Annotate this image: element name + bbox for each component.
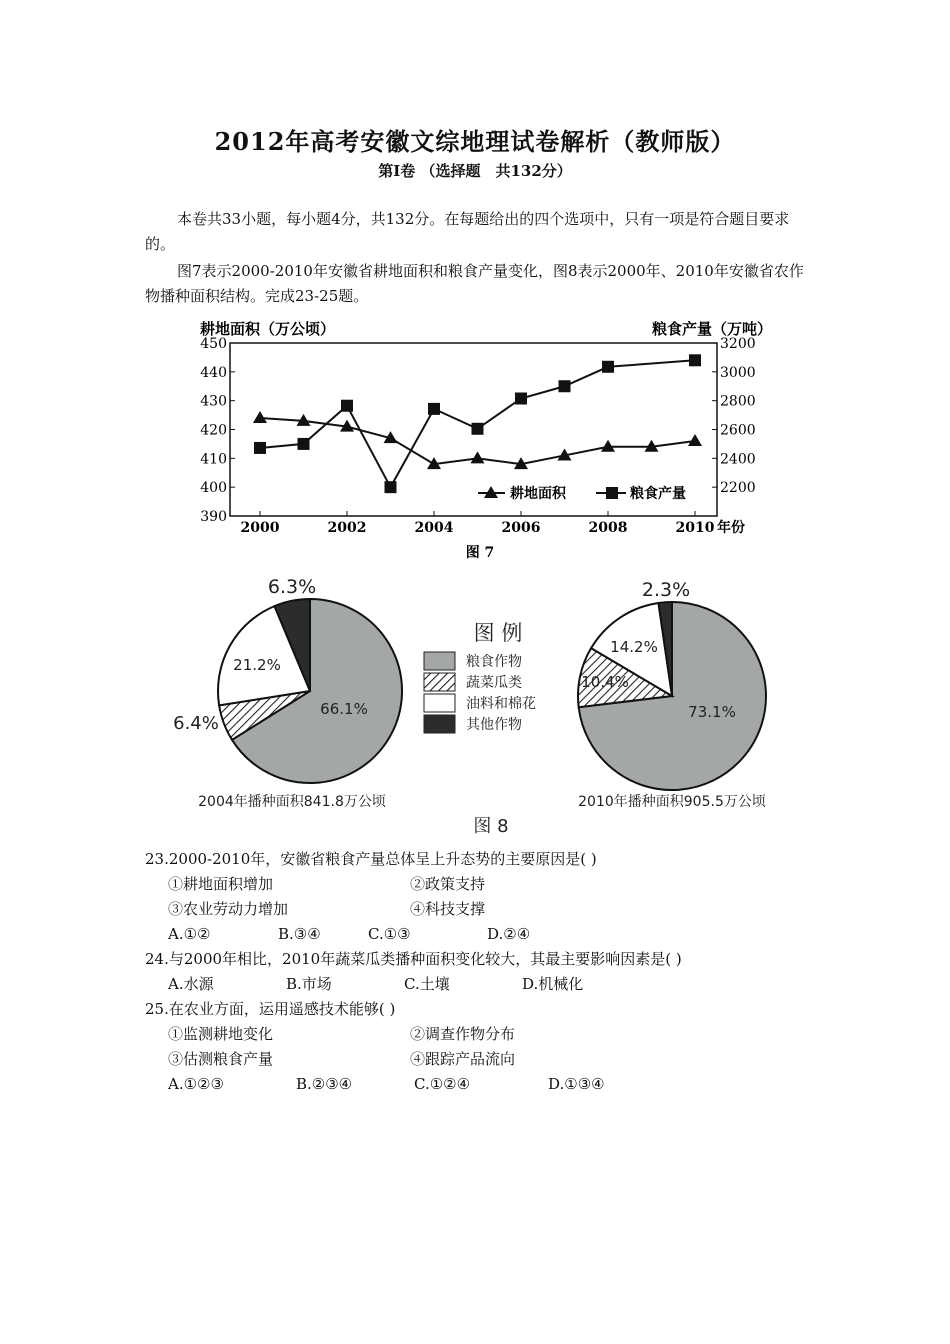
left-tick-label: 450 (200, 336, 227, 352)
q25-item-2: ②调查作物分布 (410, 1025, 516, 1043)
grain-point (341, 400, 353, 412)
q25-item-3: ③估测粮食产量 (168, 1050, 274, 1068)
grain-point (385, 481, 397, 493)
pie-2004-label-grain: 66.1% (320, 700, 368, 718)
left-tick-label: 430 (200, 393, 227, 410)
pie-2010-label-grain: 73.1% (688, 703, 736, 721)
q25-option-b: B.②③④ (296, 1075, 353, 1093)
x-tick-label: 2004 (414, 520, 454, 536)
grain-point (689, 354, 701, 366)
pie-2004-label-veg: 6.4% (173, 713, 219, 734)
figure-7-caption: 图 7 (465, 545, 495, 561)
pie-2010-label-other: 2.3% (641, 579, 691, 601)
left-tick-label: 420 (200, 422, 227, 439)
pie-2010-label-oil: 14.2% (610, 638, 658, 656)
x-tick-label: 2000 (240, 520, 280, 536)
intro-paragraph-1: 本卷共33小题，每小题4分，共132分。在每题给出的四个选项中，只有一项是符合题目要求的。 (145, 210, 790, 253)
grain-point (602, 361, 614, 373)
pie-2004-caption: 2004年播种面积841.8万公顷 (198, 794, 386, 810)
grain-point (515, 393, 527, 405)
right-axis-title: 粮食产量（万吨） (651, 320, 772, 338)
pie-2004-label-other: 6.3% (267, 576, 317, 598)
right-tick-label: 2600 (720, 422, 756, 439)
right-tick-label: 2800 (720, 393, 756, 410)
figure-8-caption: 图 8 (473, 816, 509, 837)
q23-option-a: A.①② (168, 925, 211, 943)
x-tick-label: 2006 (501, 520, 541, 536)
grain-point (298, 438, 310, 450)
x-axis-suffix: 年份 (717, 520, 745, 536)
q23-option-d: D.②④ (487, 925, 531, 943)
q23-item-1: ①耕地面积增加 (168, 875, 274, 893)
q25-item-1: ①监测耕地变化 (168, 1025, 274, 1043)
q23-item-4: ④科技支撑 (410, 900, 486, 918)
q23-item-2: ②政策支持 (410, 875, 486, 893)
figure-8-legend (424, 652, 536, 733)
q25-option-c: C.①②④ (414, 1075, 471, 1093)
q24-option-c: C.土壤 (404, 975, 450, 993)
paper-title: 2012年高考安徽文综地理试卷解析（教师版） (214, 127, 736, 156)
question-23-stem: 23.2000-2010年，安徽省粮食产量总体呈上升态势的主要原因是( ) (145, 850, 597, 868)
figure-8-pie-charts (160, 570, 820, 840)
grain-point (559, 380, 571, 392)
q24-option-b: B.市场 (286, 975, 332, 993)
question-25-stem: 25.在农业方面，运用遥感技术能够( ) (145, 1000, 396, 1018)
section-subtitle: 第Ⅰ卷 （选择题 共132分） (378, 162, 572, 180)
figure-7-legend (478, 485, 686, 502)
pie-2010-caption: 2010年播种面积905.5万公顷 (578, 794, 766, 810)
right-tick-label: 3000 (720, 364, 756, 381)
x-tick-label: 2008 (588, 520, 628, 536)
legend-label-farmland: 耕地面积 (510, 486, 566, 502)
grain-point (428, 403, 440, 415)
legend-title: 图 例 (473, 621, 523, 645)
left-axis-title: 耕地面积（万公顷） (200, 320, 336, 338)
right-tick-label: 2400 (720, 451, 756, 468)
grain-point (254, 442, 266, 454)
q23-option-c: C.①③ (368, 925, 411, 943)
farmland-point (688, 434, 702, 446)
grain-point (472, 423, 484, 435)
legend-veg: 蔬菜瓜类 (466, 675, 522, 691)
left-tick-label: 390 (200, 509, 227, 525)
right-tick-label: 3200 (720, 336, 756, 352)
x-tick-label: 2010 (675, 520, 715, 536)
pie-2010-label-veg: 10.4% (581, 673, 629, 691)
legend-oil: 油料和棉花 (466, 696, 536, 712)
q24-option-a: A.水源 (168, 975, 214, 993)
farmland-point (253, 411, 267, 423)
q23-item-3: ③农业劳动力增加 (168, 900, 289, 918)
q23-option-b: B.③④ (278, 925, 321, 943)
left-tick-label: 440 (200, 364, 227, 381)
intro-paragraph-2: 图7表示2000-2010年安徽省耕地面积和粮食产量变化，图8表示2000年、2010年安徽省农作物播种面积结构。完成23-25题。 (145, 262, 804, 305)
x-tick-label: 2002 (327, 520, 367, 536)
pie-2004-label-oil: 21.2% (233, 656, 281, 674)
legend-grain: 粮食作物 (466, 654, 522, 670)
legend-other: 其他作物 (466, 717, 522, 733)
left-tick-label: 400 (200, 480, 227, 497)
farmland-point (471, 451, 485, 463)
q24-option-d: D.机械化 (522, 975, 584, 993)
right-tick-label: 2200 (720, 480, 756, 497)
q25-option-a: A.①②③ (168, 1075, 224, 1093)
question-24-stem: 24.与2000年相比，2010年蔬菜瓜类播种面积变化较大，其最主要影响因素是( ) (145, 950, 682, 968)
left-tick-label: 410 (200, 451, 227, 468)
q25-option-d: D.①③④ (548, 1075, 605, 1093)
legend-label-grain: 粮食产量 (630, 486, 686, 502)
q25-item-4: ④跟踪产品流向 (410, 1050, 516, 1068)
figure-7-line-chart (190, 318, 790, 568)
